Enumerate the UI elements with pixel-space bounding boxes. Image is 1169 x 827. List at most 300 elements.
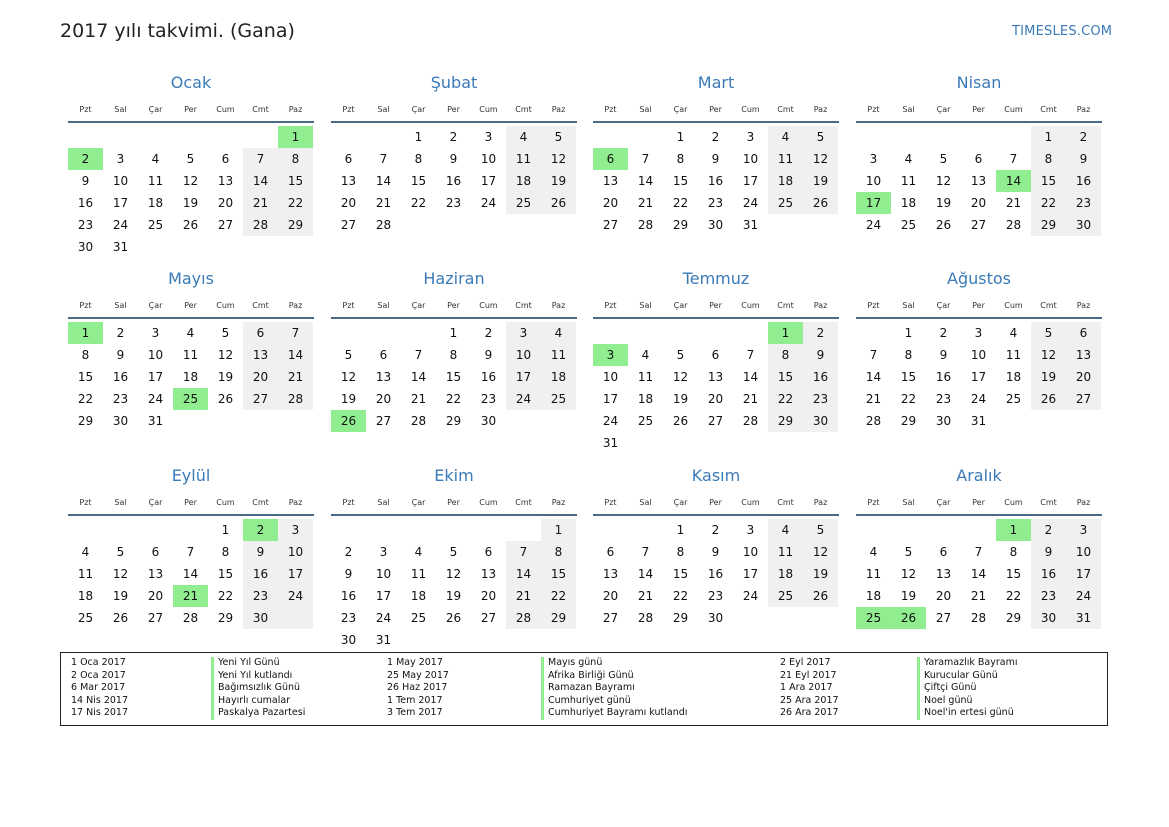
day-cell[interactable]: 9 xyxy=(116,348,125,362)
day-cell[interactable]: 20 xyxy=(970,196,987,210)
day-cell[interactable]: 1 xyxy=(221,523,230,537)
day-cell[interactable]: 18 xyxy=(550,370,567,384)
day-cell[interactable]: 19 xyxy=(900,589,917,603)
day-cell[interactable]: 27 xyxy=(602,218,619,232)
day-cell[interactable]: 16 xyxy=(445,174,462,188)
day-cell[interactable]: 24 xyxy=(970,392,987,406)
day-cell[interactable]: 15 xyxy=(672,567,689,581)
day-cell[interactable]: 5 xyxy=(676,348,685,362)
day-cell[interactable]: 19 xyxy=(112,589,129,603)
day-cell[interactable]: 30 xyxy=(1040,611,1057,625)
day-cell[interactable]: 15 xyxy=(1005,567,1022,581)
day-cell[interactable]: 25 xyxy=(637,414,654,428)
day-cell[interactable]: 19 xyxy=(217,370,234,384)
day-cell[interactable]: 20 xyxy=(217,196,234,210)
day-cell[interactable]: 21 xyxy=(742,392,759,406)
day-cell[interactable]: 21 xyxy=(410,392,427,406)
day-cell[interactable]: 26 xyxy=(550,196,567,210)
day-cell[interactable]: 9 xyxy=(1044,545,1053,559)
day-cell[interactable]: 30 xyxy=(77,240,94,254)
day-cell[interactable]: 11 xyxy=(410,567,427,581)
day-cell[interactable]: 7 xyxy=(641,152,650,166)
day-cell[interactable]: 21 xyxy=(637,589,654,603)
day-cell[interactable]: 16 xyxy=(112,370,129,384)
day-cell[interactable]: 21 xyxy=(865,392,882,406)
day-cell[interactable]: 13 xyxy=(602,567,619,581)
day-cell[interactable]: 28 xyxy=(182,611,199,625)
day-cell[interactable]: 28 xyxy=(865,414,882,428)
day-cell[interactable]: 6 xyxy=(711,348,720,362)
day-cell[interactable]: 21 xyxy=(515,589,532,603)
day-cell[interactable]: 5 xyxy=(116,545,125,559)
day-cell[interactable]: 15 xyxy=(410,174,427,188)
day-cell[interactable]: 27 xyxy=(1075,392,1092,406)
day-cell[interactable]: 17 xyxy=(602,392,619,406)
day-cell[interactable]: 30 xyxy=(112,414,129,428)
day-cell[interactable]: 3 xyxy=(151,326,160,340)
day-cell[interactable]: 16 xyxy=(252,567,269,581)
holiday-day-cell[interactable]: 26 xyxy=(891,607,926,629)
day-cell[interactable]: 20 xyxy=(147,589,164,603)
day-cell[interactable]: 16 xyxy=(707,174,724,188)
holiday-day-cell[interactable]: 6 xyxy=(593,148,628,170)
day-cell[interactable]: 22 xyxy=(287,196,304,210)
day-cell[interactable]: 27 xyxy=(602,611,619,625)
day-cell[interactable]: 23 xyxy=(252,589,269,603)
day-cell[interactable]: 14 xyxy=(637,567,654,581)
day-cell[interactable]: 24 xyxy=(375,611,392,625)
day-cell[interactable]: 18 xyxy=(865,589,882,603)
day-cell[interactable]: 24 xyxy=(515,392,532,406)
day-cell[interactable]: 13 xyxy=(375,370,392,384)
day-cell[interactable]: 6 xyxy=(484,545,493,559)
day-cell[interactable]: 2 xyxy=(939,326,948,340)
day-cell[interactable]: 27 xyxy=(217,218,234,232)
day-cell[interactable]: 29 xyxy=(672,611,689,625)
day-cell[interactable]: 24 xyxy=(742,589,759,603)
day-cell[interactable]: 18 xyxy=(147,196,164,210)
day-cell[interactable]: 7 xyxy=(641,545,650,559)
day-cell[interactable]: 29 xyxy=(77,414,94,428)
day-cell[interactable]: 4 xyxy=(781,130,790,144)
day-cell[interactable]: 27 xyxy=(252,392,269,406)
day-cell[interactable]: 9 xyxy=(711,152,720,166)
day-cell[interactable]: 31 xyxy=(375,633,392,647)
day-cell[interactable]: 20 xyxy=(480,589,497,603)
day-cell[interactable]: 11 xyxy=(515,152,532,166)
day-cell[interactable]: 7 xyxy=(974,545,983,559)
day-cell[interactable]: 25 xyxy=(410,611,427,625)
day-cell[interactable]: 10 xyxy=(865,174,882,188)
day-cell[interactable]: 3 xyxy=(746,130,755,144)
day-cell[interactable]: 1 xyxy=(1044,130,1053,144)
day-cell[interactable]: 22 xyxy=(445,392,462,406)
day-cell[interactable]: 15 xyxy=(445,370,462,384)
day-cell[interactable]: 4 xyxy=(81,545,90,559)
day-cell[interactable]: 22 xyxy=(217,589,234,603)
day-cell[interactable]: 22 xyxy=(777,392,794,406)
day-cell[interactable]: 2 xyxy=(116,326,125,340)
day-cell[interactable]: 26 xyxy=(112,611,129,625)
day-cell[interactable]: 7 xyxy=(291,326,300,340)
day-cell[interactable]: 23 xyxy=(340,611,357,625)
day-cell[interactable]: 15 xyxy=(672,174,689,188)
day-cell[interactable]: 8 xyxy=(1044,152,1053,166)
day-cell[interactable]: 25 xyxy=(550,392,567,406)
day-cell[interactable]: 3 xyxy=(484,130,493,144)
day-cell[interactable]: 12 xyxy=(217,348,234,362)
day-cell[interactable]: 17 xyxy=(480,174,497,188)
day-cell[interactable]: 19 xyxy=(672,392,689,406)
day-cell[interactable]: 12 xyxy=(182,174,199,188)
day-cell[interactable]: 16 xyxy=(1075,174,1092,188)
day-cell[interactable]: 24 xyxy=(147,392,164,406)
day-cell[interactable]: 13 xyxy=(480,567,497,581)
day-cell[interactable]: 27 xyxy=(375,414,392,428)
day-cell[interactable]: 12 xyxy=(445,567,462,581)
holiday-day-cell[interactable]: 1 xyxy=(996,519,1031,541)
day-cell[interactable]: 22 xyxy=(550,589,567,603)
day-cell[interactable]: 17 xyxy=(515,370,532,384)
day-cell[interactable]: 23 xyxy=(112,392,129,406)
day-cell[interactable]: 23 xyxy=(1040,589,1057,603)
day-cell[interactable]: 10 xyxy=(1075,545,1092,559)
day-cell[interactable]: 29 xyxy=(550,611,567,625)
day-cell[interactable]: 22 xyxy=(672,589,689,603)
day-cell[interactable]: 9 xyxy=(81,174,90,188)
day-cell[interactable]: 22 xyxy=(410,196,427,210)
day-cell[interactable]: 8 xyxy=(414,152,423,166)
day-cell[interactable]: 6 xyxy=(379,348,388,362)
day-cell[interactable]: 14 xyxy=(742,370,759,384)
day-cell[interactable]: 8 xyxy=(1009,545,1018,559)
day-cell[interactable]: 8 xyxy=(676,545,685,559)
day-cell[interactable]: 28 xyxy=(637,611,654,625)
day-cell[interactable]: 31 xyxy=(112,240,129,254)
day-cell[interactable]: 23 xyxy=(480,392,497,406)
day-cell[interactable]: 10 xyxy=(147,348,164,362)
day-cell[interactable]: 3 xyxy=(379,545,388,559)
day-cell[interactable]: 2 xyxy=(1044,523,1053,537)
day-cell[interactable]: 10 xyxy=(602,370,619,384)
day-cell[interactable]: 15 xyxy=(900,370,917,384)
holiday-day-cell[interactable]: 3 xyxy=(593,344,628,366)
day-cell[interactable]: 28 xyxy=(742,414,759,428)
day-cell[interactable]: 17 xyxy=(742,174,759,188)
day-cell[interactable]: 30 xyxy=(340,633,357,647)
day-cell[interactable]: 19 xyxy=(182,196,199,210)
day-cell[interactable]: 19 xyxy=(1040,370,1057,384)
day-cell[interactable]: 17 xyxy=(1075,567,1092,581)
day-cell[interactable]: 22 xyxy=(672,196,689,210)
day-cell[interactable]: 6 xyxy=(974,152,983,166)
day-cell[interactable]: 29 xyxy=(217,611,234,625)
day-cell[interactable]: 7 xyxy=(519,545,528,559)
day-cell[interactable]: 4 xyxy=(414,545,423,559)
day-cell[interactable]: 21 xyxy=(252,196,269,210)
day-cell[interactable]: 1 xyxy=(449,326,458,340)
day-cell[interactable]: 23 xyxy=(77,218,94,232)
day-cell[interactable]: 11 xyxy=(550,348,567,362)
day-cell[interactable]: 22 xyxy=(77,392,94,406)
day-cell[interactable]: 20 xyxy=(707,392,724,406)
holiday-day-cell[interactable]: 25 xyxy=(856,607,891,629)
day-cell[interactable]: 5 xyxy=(449,545,458,559)
day-cell[interactable]: 24 xyxy=(480,196,497,210)
day-cell[interactable]: 2 xyxy=(711,523,720,537)
day-cell[interactable]: 23 xyxy=(1075,196,1092,210)
day-cell[interactable]: 29 xyxy=(1040,218,1057,232)
holiday-day-cell[interactable]: 14 xyxy=(996,170,1031,192)
day-cell[interactable]: 24 xyxy=(287,589,304,603)
day-cell[interactable]: 21 xyxy=(375,196,392,210)
holiday-day-cell[interactable]: 1 xyxy=(68,322,103,344)
day-cell[interactable]: 8 xyxy=(81,348,90,362)
day-cell[interactable]: 4 xyxy=(781,523,790,537)
day-cell[interactable]: 31 xyxy=(1075,611,1092,625)
day-cell[interactable]: 17 xyxy=(147,370,164,384)
day-cell[interactable]: 7 xyxy=(186,545,195,559)
day-cell[interactable]: 9 xyxy=(449,152,458,166)
day-cell[interactable]: 14 xyxy=(182,567,199,581)
day-cell[interactable]: 12 xyxy=(812,152,829,166)
day-cell[interactable]: 18 xyxy=(777,567,794,581)
day-cell[interactable]: 30 xyxy=(480,414,497,428)
day-cell[interactable]: 29 xyxy=(287,218,304,232)
day-cell[interactable]: 9 xyxy=(256,545,265,559)
day-cell[interactable]: 4 xyxy=(641,348,650,362)
day-cell[interactable]: 11 xyxy=(147,174,164,188)
holiday-day-cell[interactable]: 2 xyxy=(243,519,278,541)
day-cell[interactable]: 6 xyxy=(256,326,265,340)
day-cell[interactable]: 11 xyxy=(182,348,199,362)
day-cell[interactable]: 10 xyxy=(287,545,304,559)
day-cell[interactable]: 18 xyxy=(515,174,532,188)
day-cell[interactable]: 30 xyxy=(935,414,952,428)
day-cell[interactable]: 9 xyxy=(816,348,825,362)
day-cell[interactable]: 27 xyxy=(970,218,987,232)
day-cell[interactable]: 13 xyxy=(1075,348,1092,362)
day-cell[interactable]: 19 xyxy=(340,392,357,406)
day-cell[interactable]: 8 xyxy=(676,152,685,166)
day-cell[interactable]: 14 xyxy=(410,370,427,384)
day-cell[interactable]: 28 xyxy=(970,611,987,625)
day-cell[interactable]: 11 xyxy=(1005,348,1022,362)
day-cell[interactable]: 14 xyxy=(970,567,987,581)
day-cell[interactable]: 17 xyxy=(287,567,304,581)
day-cell[interactable]: 18 xyxy=(182,370,199,384)
day-cell[interactable]: 30 xyxy=(1075,218,1092,232)
holiday-day-cell[interactable]: 26 xyxy=(331,410,366,432)
day-cell[interactable]: 23 xyxy=(445,196,462,210)
day-cell[interactable]: 21 xyxy=(637,196,654,210)
day-cell[interactable]: 3 xyxy=(746,523,755,537)
day-cell[interactable]: 19 xyxy=(935,196,952,210)
day-cell[interactable]: 31 xyxy=(147,414,164,428)
day-cell[interactable]: 6 xyxy=(606,545,615,559)
day-cell[interactable]: 2 xyxy=(711,130,720,144)
day-cell[interactable]: 18 xyxy=(77,589,94,603)
day-cell[interactable]: 17 xyxy=(112,196,129,210)
day-cell[interactable]: 10 xyxy=(112,174,129,188)
day-cell[interactable]: 26 xyxy=(182,218,199,232)
day-cell[interactable]: 26 xyxy=(217,392,234,406)
day-cell[interactable]: 14 xyxy=(637,174,654,188)
day-cell[interactable]: 19 xyxy=(550,174,567,188)
day-cell[interactable]: 8 xyxy=(904,348,913,362)
day-cell[interactable]: 10 xyxy=(742,545,759,559)
day-cell[interactable]: 26 xyxy=(935,218,952,232)
day-cell[interactable]: 29 xyxy=(777,414,794,428)
day-cell[interactable]: 4 xyxy=(186,326,195,340)
day-cell[interactable]: 20 xyxy=(340,196,357,210)
day-cell[interactable]: 17 xyxy=(742,567,759,581)
day-cell[interactable]: 28 xyxy=(252,218,269,232)
day-cell[interactable]: 9 xyxy=(1079,152,1088,166)
day-cell[interactable]: 30 xyxy=(707,218,724,232)
holiday-day-cell[interactable]: 1 xyxy=(278,126,313,148)
day-cell[interactable]: 5 xyxy=(816,130,825,144)
day-cell[interactable]: 11 xyxy=(865,567,882,581)
day-cell[interactable]: 15 xyxy=(777,370,794,384)
day-cell[interactable]: 8 xyxy=(291,152,300,166)
day-cell[interactable]: 13 xyxy=(935,567,952,581)
day-cell[interactable]: 29 xyxy=(1005,611,1022,625)
day-cell[interactable]: 19 xyxy=(812,567,829,581)
day-cell[interactable]: 1 xyxy=(676,523,685,537)
day-cell[interactable]: 6 xyxy=(344,152,353,166)
day-cell[interactable]: 8 xyxy=(781,348,790,362)
day-cell[interactable]: 12 xyxy=(340,370,357,384)
day-cell[interactable]: 4 xyxy=(554,326,563,340)
day-cell[interactable]: 15 xyxy=(77,370,94,384)
day-cell[interactable]: 4 xyxy=(151,152,160,166)
day-cell[interactable]: 5 xyxy=(939,152,948,166)
day-cell[interactable]: 4 xyxy=(869,545,878,559)
holiday-day-cell[interactable]: 17 xyxy=(856,192,891,214)
day-cell[interactable]: 31 xyxy=(602,436,619,450)
day-cell[interactable]: 7 xyxy=(1009,152,1018,166)
day-cell[interactable]: 15 xyxy=(1040,174,1057,188)
day-cell[interactable]: 30 xyxy=(707,611,724,625)
day-cell[interactable]: 27 xyxy=(480,611,497,625)
day-cell[interactable]: 28 xyxy=(287,392,304,406)
day-cell[interactable]: 3 xyxy=(974,326,983,340)
day-cell[interactable]: 16 xyxy=(935,370,952,384)
day-cell[interactable]: 2 xyxy=(484,326,493,340)
day-cell[interactable]: 29 xyxy=(900,414,917,428)
day-cell[interactable]: 25 xyxy=(147,218,164,232)
day-cell[interactable]: 18 xyxy=(410,589,427,603)
day-cell[interactable]: 20 xyxy=(602,196,619,210)
day-cell[interactable]: 6 xyxy=(1079,326,1088,340)
day-cell[interactable]: 30 xyxy=(252,611,269,625)
day-cell[interactable]: 20 xyxy=(252,370,269,384)
day-cell[interactable]: 6 xyxy=(221,152,230,166)
day-cell[interactable]: 16 xyxy=(812,370,829,384)
day-cell[interactable]: 13 xyxy=(340,174,357,188)
day-cell[interactable]: 22 xyxy=(900,392,917,406)
day-cell[interactable]: 7 xyxy=(379,152,388,166)
day-cell[interactable]: 24 xyxy=(742,196,759,210)
day-cell[interactable]: 12 xyxy=(900,567,917,581)
holiday-day-cell[interactable]: 2 xyxy=(68,148,103,170)
day-cell[interactable]: 4 xyxy=(1009,326,1018,340)
day-cell[interactable]: 25 xyxy=(77,611,94,625)
day-cell[interactable]: 13 xyxy=(970,174,987,188)
holiday-day-cell[interactable]: 1 xyxy=(768,322,803,344)
day-cell[interactable]: 13 xyxy=(707,370,724,384)
day-cell[interactable]: 6 xyxy=(151,545,160,559)
day-cell[interactable]: 11 xyxy=(637,370,654,384)
day-cell[interactable]: 26 xyxy=(812,196,829,210)
day-cell[interactable]: 1 xyxy=(554,523,563,537)
day-cell[interactable]: 7 xyxy=(414,348,423,362)
day-cell[interactable]: 5 xyxy=(1044,326,1053,340)
day-cell[interactable]: 18 xyxy=(777,174,794,188)
day-cell[interactable]: 6 xyxy=(939,545,948,559)
day-cell[interactable]: 27 xyxy=(707,414,724,428)
day-cell[interactable]: 24 xyxy=(602,414,619,428)
day-cell[interactable]: 16 xyxy=(480,370,497,384)
day-cell[interactable]: 15 xyxy=(550,567,567,581)
day-cell[interactable]: 12 xyxy=(112,567,129,581)
day-cell[interactable]: 4 xyxy=(519,130,528,144)
day-cell[interactable]: 14 xyxy=(515,567,532,581)
day-cell[interactable]: 16 xyxy=(340,589,357,603)
day-cell[interactable]: 12 xyxy=(812,545,829,559)
day-cell[interactable]: 25 xyxy=(777,589,794,603)
day-cell[interactable]: 1 xyxy=(904,326,913,340)
day-cell[interactable]: 8 xyxy=(221,545,230,559)
day-cell[interactable]: 20 xyxy=(1075,370,1092,384)
day-cell[interactable]: 15 xyxy=(287,174,304,188)
day-cell[interactable]: 23 xyxy=(707,196,724,210)
day-cell[interactable]: 17 xyxy=(970,370,987,384)
day-cell[interactable]: 11 xyxy=(777,545,794,559)
day-cell[interactable]: 29 xyxy=(445,414,462,428)
day-cell[interactable]: 9 xyxy=(939,348,948,362)
day-cell[interactable]: 3 xyxy=(1079,523,1088,537)
day-cell[interactable]: 18 xyxy=(637,392,654,406)
day-cell[interactable]: 22 xyxy=(1040,196,1057,210)
day-cell[interactable]: 2 xyxy=(344,545,353,559)
day-cell[interactable]: 3 xyxy=(116,152,125,166)
day-cell[interactable]: 10 xyxy=(970,348,987,362)
day-cell[interactable]: 28 xyxy=(637,218,654,232)
day-cell[interactable]: 1 xyxy=(676,130,685,144)
day-cell[interactable]: 11 xyxy=(77,567,94,581)
day-cell[interactable]: 16 xyxy=(707,567,724,581)
day-cell[interactable]: 10 xyxy=(480,152,497,166)
day-cell[interactable]: 13 xyxy=(147,567,164,581)
day-cell[interactable]: 23 xyxy=(707,589,724,603)
day-cell[interactable]: 25 xyxy=(515,196,532,210)
day-cell[interactable]: 2 xyxy=(449,130,458,144)
day-cell[interactable]: 11 xyxy=(900,174,917,188)
day-cell[interactable]: 15 xyxy=(217,567,234,581)
day-cell[interactable]: 12 xyxy=(935,174,952,188)
day-cell[interactable]: 7 xyxy=(869,348,878,362)
holiday-day-cell[interactable]: 25 xyxy=(173,388,208,410)
day-cell[interactable]: 12 xyxy=(672,370,689,384)
day-cell[interactable]: 8 xyxy=(554,545,563,559)
day-cell[interactable]: 2 xyxy=(1079,130,1088,144)
day-cell[interactable]: 7 xyxy=(256,152,265,166)
day-cell[interactable]: 5 xyxy=(221,326,230,340)
day-cell[interactable]: 13 xyxy=(602,174,619,188)
day-cell[interactable]: 9 xyxy=(344,567,353,581)
